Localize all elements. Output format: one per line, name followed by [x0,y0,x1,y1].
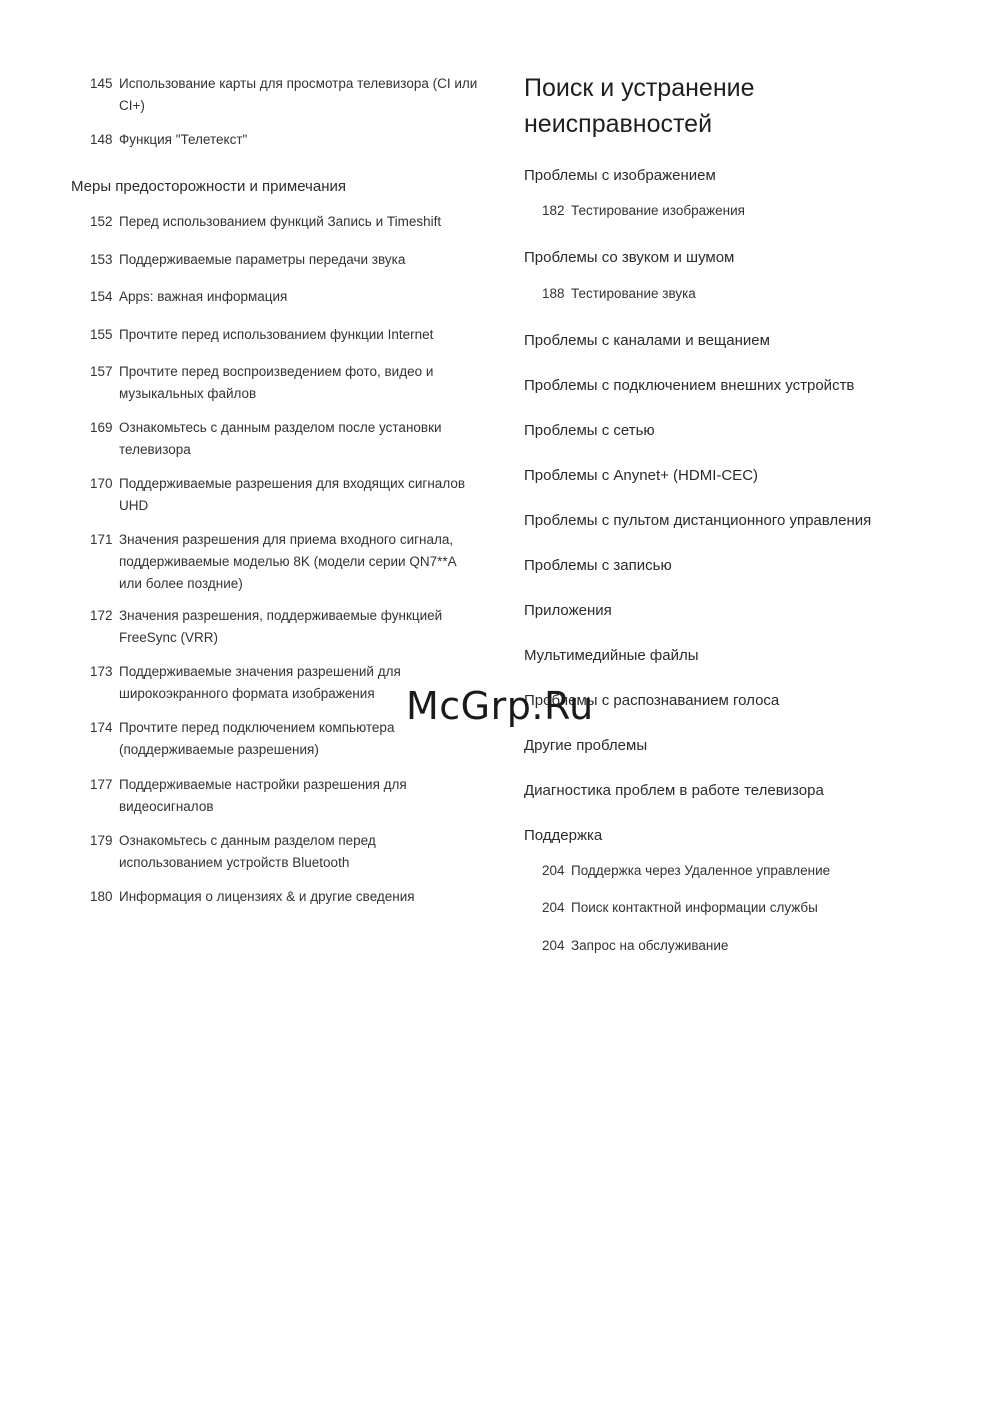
entry-title: Прочтите перед подключением компьютера (поддерживаемые разрешения) [119,720,395,757]
entry-title: Поддержка через Удаленное управление [571,863,831,878]
section-title[interactable]: Проблемы с сетью [524,422,655,439]
entry-title: Поддерживаемые настройки разрешения для видеосигналов [119,777,407,814]
entry-title: Поддерживаемые разрешения для входящих сигналов UHD [119,476,466,513]
entry-title: Функция "Телетекст" [119,132,248,147]
watermark-text: McGrp.Ru [406,684,594,728]
entry-title: Значения разрешения, поддерживаемые функцией FreeSync (VRR) [119,608,443,645]
entry-title: Ознакомьтесь с данным разделом после установки телевизора [119,420,442,457]
page-number: 152 [90,214,113,229]
entry-title: Поддерживаемые значения разрешений для широкоэкранного формата изображения [119,664,401,701]
section-title[interactable]: Проблемы с каналами и вещанием [524,332,770,349]
section-title[interactable]: Поддержка [524,827,603,844]
entry-title: Использование карты для просмотра телевизора (CI или CI+) [119,76,478,113]
section-title[interactable]: Приложения [524,602,612,619]
section-title[interactable]: Проблемы с записью [524,557,672,574]
section-title[interactable]: Проблемы с распознаванием голоса [524,692,780,709]
entry-title: Прочтите перед воспроизведением фото, видео и музыкальных файлов [119,364,434,401]
section-title[interactable]: Меры предосторожности и примечания [71,178,346,195]
page-number: 174 [90,720,113,735]
section-title[interactable]: Мультимедийные файлы [524,647,699,664]
section-title[interactable]: Проблемы с пультом дистанционного управления [524,512,872,529]
page-number: 182 [542,203,565,218]
entry-title: Apps: важная информация [119,289,288,304]
section-title[interactable]: Проблемы с изображением [524,167,716,184]
page-number: 170 [90,476,113,491]
page-number: 154 [90,289,113,304]
page-number: 179 [90,833,113,848]
entry-title: Поддерживаемые параметры передачи звука [119,252,406,267]
page-number: 173 [90,664,113,679]
entry-title: Информация о лицензиях & и другие сведения [119,889,415,904]
page-number: 148 [90,132,113,147]
page-number: 172 [90,608,113,623]
entry-title: Запрос на обслуживание [571,938,729,953]
section-title[interactable]: Проблемы со звуком и шумом [524,249,735,266]
entry-title: Ознакомьтесь с данным разделом перед использованием устройств Bluetooth [119,833,376,870]
entry-title: Тестирование изображения [571,203,745,218]
entry-title: Значения разрешения для приема входного сигнала, поддерживаемые моделью 8K (модели серии QN7**A или более поздние) [119,532,456,591]
page-number: 204 [542,938,565,953]
chapter-title[interactable]: Поиск и устранение неисправностей [524,74,755,138]
page-number: 171 [90,532,113,547]
page-number: 177 [90,777,113,792]
page-number: 169 [90,420,113,435]
section-title[interactable]: Проблемы с подключением внешних устройств [524,377,855,394]
entry-title: Поиск контактной информации службы [571,900,818,915]
entry-title: Тестирование звука [571,286,696,301]
page-number: 188 [542,286,565,301]
page-number: 180 [90,889,113,904]
page-number: 145 [90,76,113,91]
page-number: 155 [90,327,113,342]
section-title[interactable]: Другие проблемы [524,737,648,754]
page-number: 204 [542,863,565,878]
section-title[interactable]: Проблемы с Anynet+ (HDMI-CEC) [524,467,759,484]
page-number: 153 [90,252,113,267]
page-number: 157 [90,364,113,379]
entry-title: Перед использованием функций Запись и Timeshift [119,214,442,229]
page-number: 204 [542,900,565,915]
section-title[interactable]: Диагностика проблем в работе телевизора [524,782,824,799]
entry-title: Прочтите перед использованием функции Internet [119,327,434,342]
